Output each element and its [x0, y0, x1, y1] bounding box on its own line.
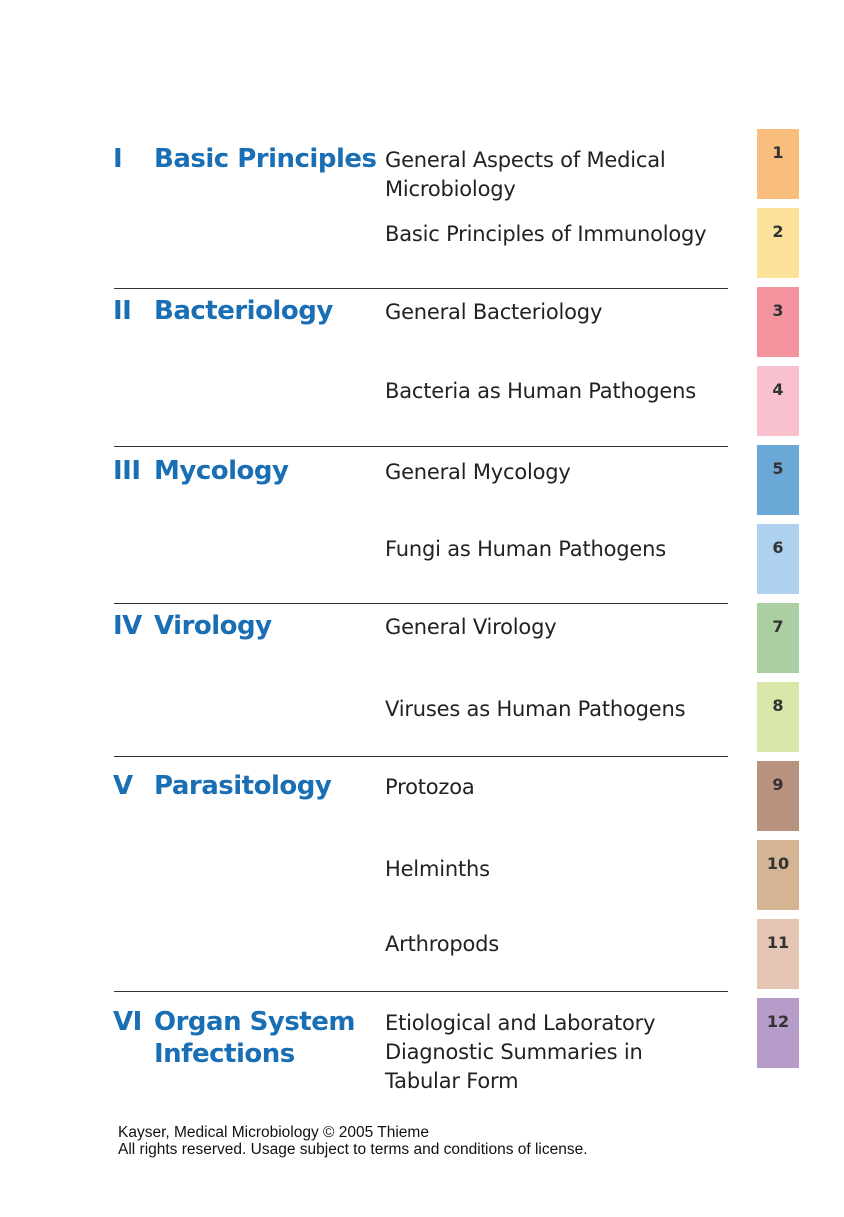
chapter-tab-9[interactable] — [757, 761, 799, 831]
chapter-tab-7[interactable] — [757, 603, 799, 673]
chapter-tab-10[interactable] — [757, 840, 799, 910]
part-number: III — [113, 456, 141, 486]
chapter-5-title[interactable]: General Mycology — [385, 460, 571, 484]
chapter-3-title[interactable]: General Bacteriology — [385, 300, 603, 324]
part-number: II — [113, 296, 132, 326]
part-number: IV — [113, 611, 142, 641]
chapter-6-title[interactable]: Fungi as Human Pathogens — [385, 537, 666, 561]
chapter-tab-2[interactable] — [757, 208, 799, 278]
tab-number: 12 — [766, 1012, 790, 1031]
chapter-tab-12[interactable] — [757, 998, 799, 1068]
part-title-bacteriology[interactable]: Bacteriology — [154, 296, 333, 326]
part-title-parasitology[interactable]: Parasitology — [154, 771, 332, 801]
chapter-tab-8[interactable] — [757, 682, 799, 752]
chapter-tab-4[interactable] — [757, 366, 799, 436]
chapter-1-title[interactable]: General Aspects of Medical Microbiology — [385, 148, 666, 201]
chapter-4-title[interactable]: Bacteria as Human Pathogens — [385, 379, 696, 403]
part-number: V — [113, 771, 133, 801]
chapter-tab-5[interactable] — [757, 445, 799, 515]
section-divider — [114, 603, 728, 604]
tab-number: 9 — [772, 775, 784, 794]
tab-number: 5 — [772, 459, 784, 478]
tab-number: 6 — [772, 538, 784, 557]
chapter-12-title[interactable]: Etiological and Laboratory Diagnostic Summaries in Tabular Form — [385, 1011, 656, 1093]
chapter-tab-3[interactable] — [757, 287, 799, 357]
tab-number: 4 — [772, 380, 784, 399]
chapter-9-title[interactable]: Protozoa — [385, 775, 475, 799]
chapter-10-title[interactable]: Helminths — [385, 857, 490, 881]
tab-number: 1 — [772, 143, 784, 162]
part-title-basic-principles[interactable]: Basic Principles — [154, 144, 377, 174]
part-title-organ-system-infections[interactable] — [154, 1006, 355, 1070]
tab-number: 7 — [772, 617, 784, 636]
tab-number: 3 — [772, 301, 784, 320]
chapter-tab-1[interactable] — [757, 129, 799, 199]
tab-number: 2 — [772, 222, 784, 241]
chapter-8-title[interactable]: Viruses as Human Pathogens — [385, 697, 686, 721]
section-divider — [114, 756, 728, 757]
copyright-footer — [118, 1124, 588, 1158]
chapter-2-title[interactable]: Basic Principles of Immunology — [385, 222, 707, 246]
tab-number: 10 — [766, 854, 790, 873]
copyright-line: Kayser, Medical Microbiology © 2005 Thieme — [118, 1124, 429, 1141]
part-title-line: Organ System — [154, 1007, 355, 1037]
section-divider — [114, 446, 728, 447]
section-divider — [114, 991, 728, 992]
chapter-7-title[interactable]: General Virology — [385, 615, 557, 639]
chapter-tab-11[interactable] — [757, 919, 799, 989]
tab-number: 11 — [766, 933, 790, 952]
chapter-tab-6[interactable] — [757, 524, 799, 594]
part-title-line: Infections — [154, 1039, 295, 1069]
part-number: VI — [113, 1007, 142, 1037]
part-title-mycology[interactable]: Mycology — [154, 456, 289, 486]
chapter-11-title[interactable]: Arthropods — [385, 932, 500, 956]
section-divider — [114, 288, 728, 289]
tab-number: 8 — [772, 696, 784, 715]
part-number: I — [113, 144, 123, 174]
license-line: All rights reserved. Usage subject to terms and conditions of license. — [118, 1141, 588, 1158]
part-title-virology[interactable]: Virology — [154, 611, 272, 641]
